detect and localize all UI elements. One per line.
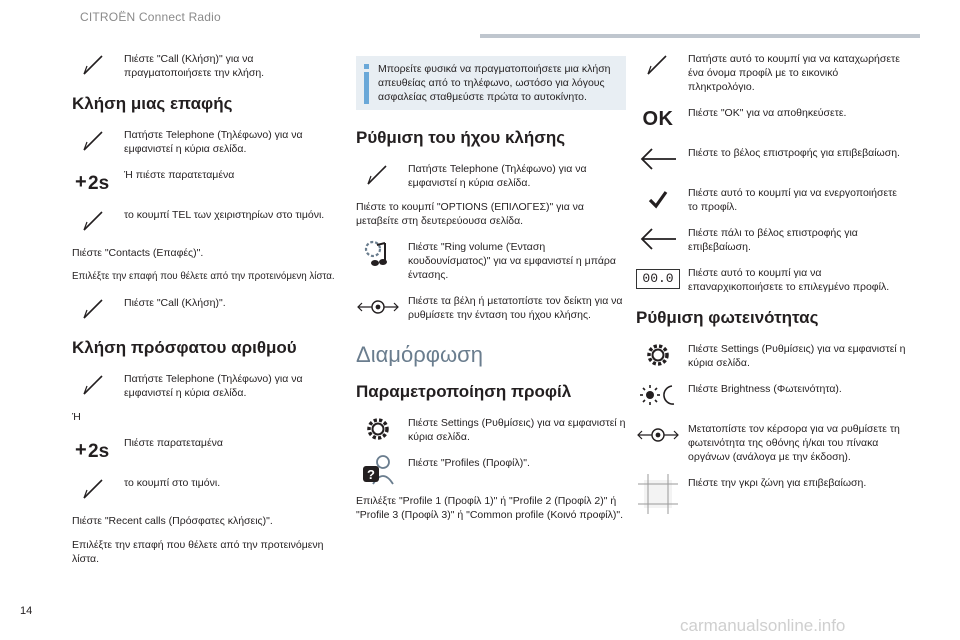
step-row — [72, 370, 342, 400]
step-row — [636, 224, 906, 254]
paragraph: Πιέστε "Recent calls (Πρόσφατες κλήσεις)". — [72, 515, 273, 527]
step-text: Πιέστε "Profiles (Προφίλ)". — [408, 457, 530, 469]
pen-icon — [72, 474, 116, 504]
paragraph: Επιλέξτε την επαφή που θέλετε από την προτεινόμενη λίστα. — [72, 539, 324, 565]
step-row — [636, 50, 906, 94]
step-row — [356, 160, 626, 190]
heading-configuration: Διαμόρφωση — [356, 342, 483, 367]
pen-icon — [72, 206, 116, 236]
heading-brightness: Ρύθμιση φωτεινότητας — [636, 308, 819, 327]
step-text: Πατήστε αυτό το κουμπί για να καταχωρήσετε ένα όνομα προφίλ με το εικονικό πληκτρολόγιο. — [688, 53, 900, 93]
step-text: Πατήστε Telephone (Τηλέφωνο) για να εμφανιστεί η κύρια σελίδα. — [124, 373, 303, 399]
step-text: Πιέστε αυτό το κουμπί για να ενεργοποιήσετε το προφίλ. — [688, 187, 897, 213]
step-text: το κουμπί TEL των χειριστηρίων στο τιμόνι. — [124, 209, 325, 221]
step-text: Πιέστε την γκρι ζώνη για επιβεβαίωση. — [688, 477, 867, 489]
step-row — [72, 474, 342, 504]
step-row — [636, 184, 906, 214]
step-row — [636, 380, 906, 410]
column-3 — [636, 50, 906, 524]
pen-icon — [636, 50, 680, 80]
step-row — [72, 166, 342, 196]
step-text: Πιέστε "Call (Κλήση)" για να πραγματοποιήσετε την κλήση. — [124, 53, 265, 79]
pen-icon — [72, 50, 116, 80]
step-text: Πιέστε Settings (Ρυθμίσεις) για να εμφανιστεί η κύρια σελίδα. — [688, 343, 906, 369]
pen-icon — [72, 294, 116, 324]
pen-icon — [356, 160, 400, 190]
long-press-2s-icon — [72, 434, 116, 464]
step-text: Πιέστε αυτό το κουμπί για να επαναρχικοποιήσετε το επιλεγμένο προφίλ. — [688, 267, 890, 293]
step-text: Πιέστε Brightness (Φωτεινότητα). — [688, 383, 842, 395]
step-text: Πιέστε πάλι το βέλος επιστροφής για επιβεβαίωση. — [688, 227, 858, 253]
slider-icon — [636, 420, 680, 450]
step-row — [636, 104, 906, 134]
step-text: Πιέστε "Call (Κλήση)". — [124, 297, 226, 309]
page-number: 14 — [20, 605, 33, 617]
step-row — [636, 420, 906, 464]
heading-call-contact: Κλήση μιας επαφής — [72, 94, 233, 113]
ok-text: OK — [642, 107, 674, 130]
watermark: carmanualsonline.info — [680, 616, 846, 635]
grey-zone-icon — [636, 474, 680, 514]
step-row — [636, 264, 906, 294]
paragraph: Επιλέξτε την επαφή που θέλετε από την προτεινόμενη λίστα. — [72, 271, 335, 282]
step-row — [72, 206, 342, 236]
step-row — [72, 294, 342, 324]
ok-label — [636, 104, 680, 134]
long-press-2s-icon — [72, 166, 116, 196]
header-title: CITROËN Connect Radio — [80, 10, 221, 24]
badge-2s: 2s — [88, 173, 110, 194]
info-note-text: Μπορείτε φυσικά να πραγματοποιήσετε μια κλήση απευθείας από το τηλέφωνο, ωστόσο για λόγους ασφαλείας σταθμεύστε πρώτα το αυτοκίνητο. — [378, 63, 611, 103]
svg-text:+: + — [75, 439, 87, 461]
step-row — [356, 292, 626, 322]
heading-recent-call: Κλήση πρόσφατου αριθμού — [72, 338, 297, 357]
info-note — [356, 56, 626, 110]
checkmark-icon — [636, 184, 680, 214]
paragraph: Επιλέξτε "Profile 1 (Προφίλ 1)" ή "Profile 2 (Προφίλ 2)" ή "Profile 3 (Προφίλ 3)" ή "Common profile (Κοινό προφίλ)". — [356, 495, 623, 521]
gear-icon — [356, 414, 400, 444]
paragraph-or: Ή — [72, 411, 81, 423]
step-row — [356, 238, 626, 282]
reset-label: 00.0 — [636, 269, 679, 289]
info-icon — [364, 64, 369, 104]
step-text: Πατήστε Telephone (Τηλέφωνο) για να εμφανιστεί η κύρια σελίδα. — [408, 163, 587, 189]
slider-icon — [356, 292, 400, 322]
step-row — [72, 434, 342, 464]
music-settings-icon — [356, 238, 400, 268]
back-arrow-icon — [636, 224, 680, 254]
step-text: Πιέστε τα βέλη ή μετατοπίστε τον δείκτη για να ρυθμίσετε την ένταση του ήχου κλήσης. — [408, 295, 623, 321]
step-row — [636, 144, 906, 174]
step-text: το κουμπί στο τιμόνι. — [124, 477, 221, 489]
step-row — [636, 474, 906, 514]
step-text: Πιέστε παρατεταμένα — [124, 437, 223, 449]
reset-icon — [636, 264, 680, 294]
step-row — [356, 454, 626, 484]
badge-2s: 2s — [88, 441, 110, 462]
step-text: Ή πιέστε παρατεταμένα — [124, 169, 235, 181]
column-2 — [356, 50, 626, 532]
step-row — [72, 126, 342, 156]
step-text: Μετατοπίστε τον κέρσορα για να ρυθμίσετε τη φωτεινότητα της οθόνης ή/και του πίνακα οργάνων (ανάλογα με την έκδοση). — [688, 423, 900, 463]
pen-icon — [72, 126, 116, 156]
step-row — [636, 340, 906, 370]
header-bar — [480, 34, 920, 38]
svg-text:+: + — [75, 171, 87, 193]
heading-profile: Παραμετροποίηση προφίλ — [356, 382, 572, 401]
paragraph: Πιέστε "Contacts (Επαφές)". — [72, 247, 204, 259]
heading-ring-volume: Ρύθμιση του ήχου κλήσης — [356, 128, 566, 147]
step-text: Πιέστε "Ring volume (Ένταση κουδουνίσματος)" για να εμφανιστεί η μπάρα έντασης. — [408, 241, 616, 281]
paragraph: Πιέστε το κουμπί "OPTIONS (ΕΠΙΛΟΓΕΣ)" για να μεταβείτε στη δευτερεύουσα σελίδα. — [356, 201, 584, 227]
step-row — [356, 414, 626, 444]
step-text: Πιέστε Settings (Ρυθμίσεις) για να εμφανιστεί η κύρια σελίδα. — [408, 417, 626, 443]
step-text: Πιέστε "OK" για να αποθηκεύσετε. — [688, 107, 847, 119]
profile-help-icon — [356, 454, 400, 484]
brightness-icon — [636, 380, 680, 410]
step-row — [72, 50, 342, 80]
step-text: Πιέστε το βέλος επιστροφής για επιβεβαίωση. — [688, 147, 900, 159]
gear-icon — [636, 340, 680, 370]
svg-text:?: ? — [367, 467, 375, 482]
column-1 — [72, 50, 342, 576]
back-arrow-icon — [636, 144, 680, 174]
pen-icon — [72, 370, 116, 400]
step-text: Πατήστε Telephone (Τηλέφωνο) για να εμφανιστεί η κύρια σελίδα. — [124, 129, 303, 155]
